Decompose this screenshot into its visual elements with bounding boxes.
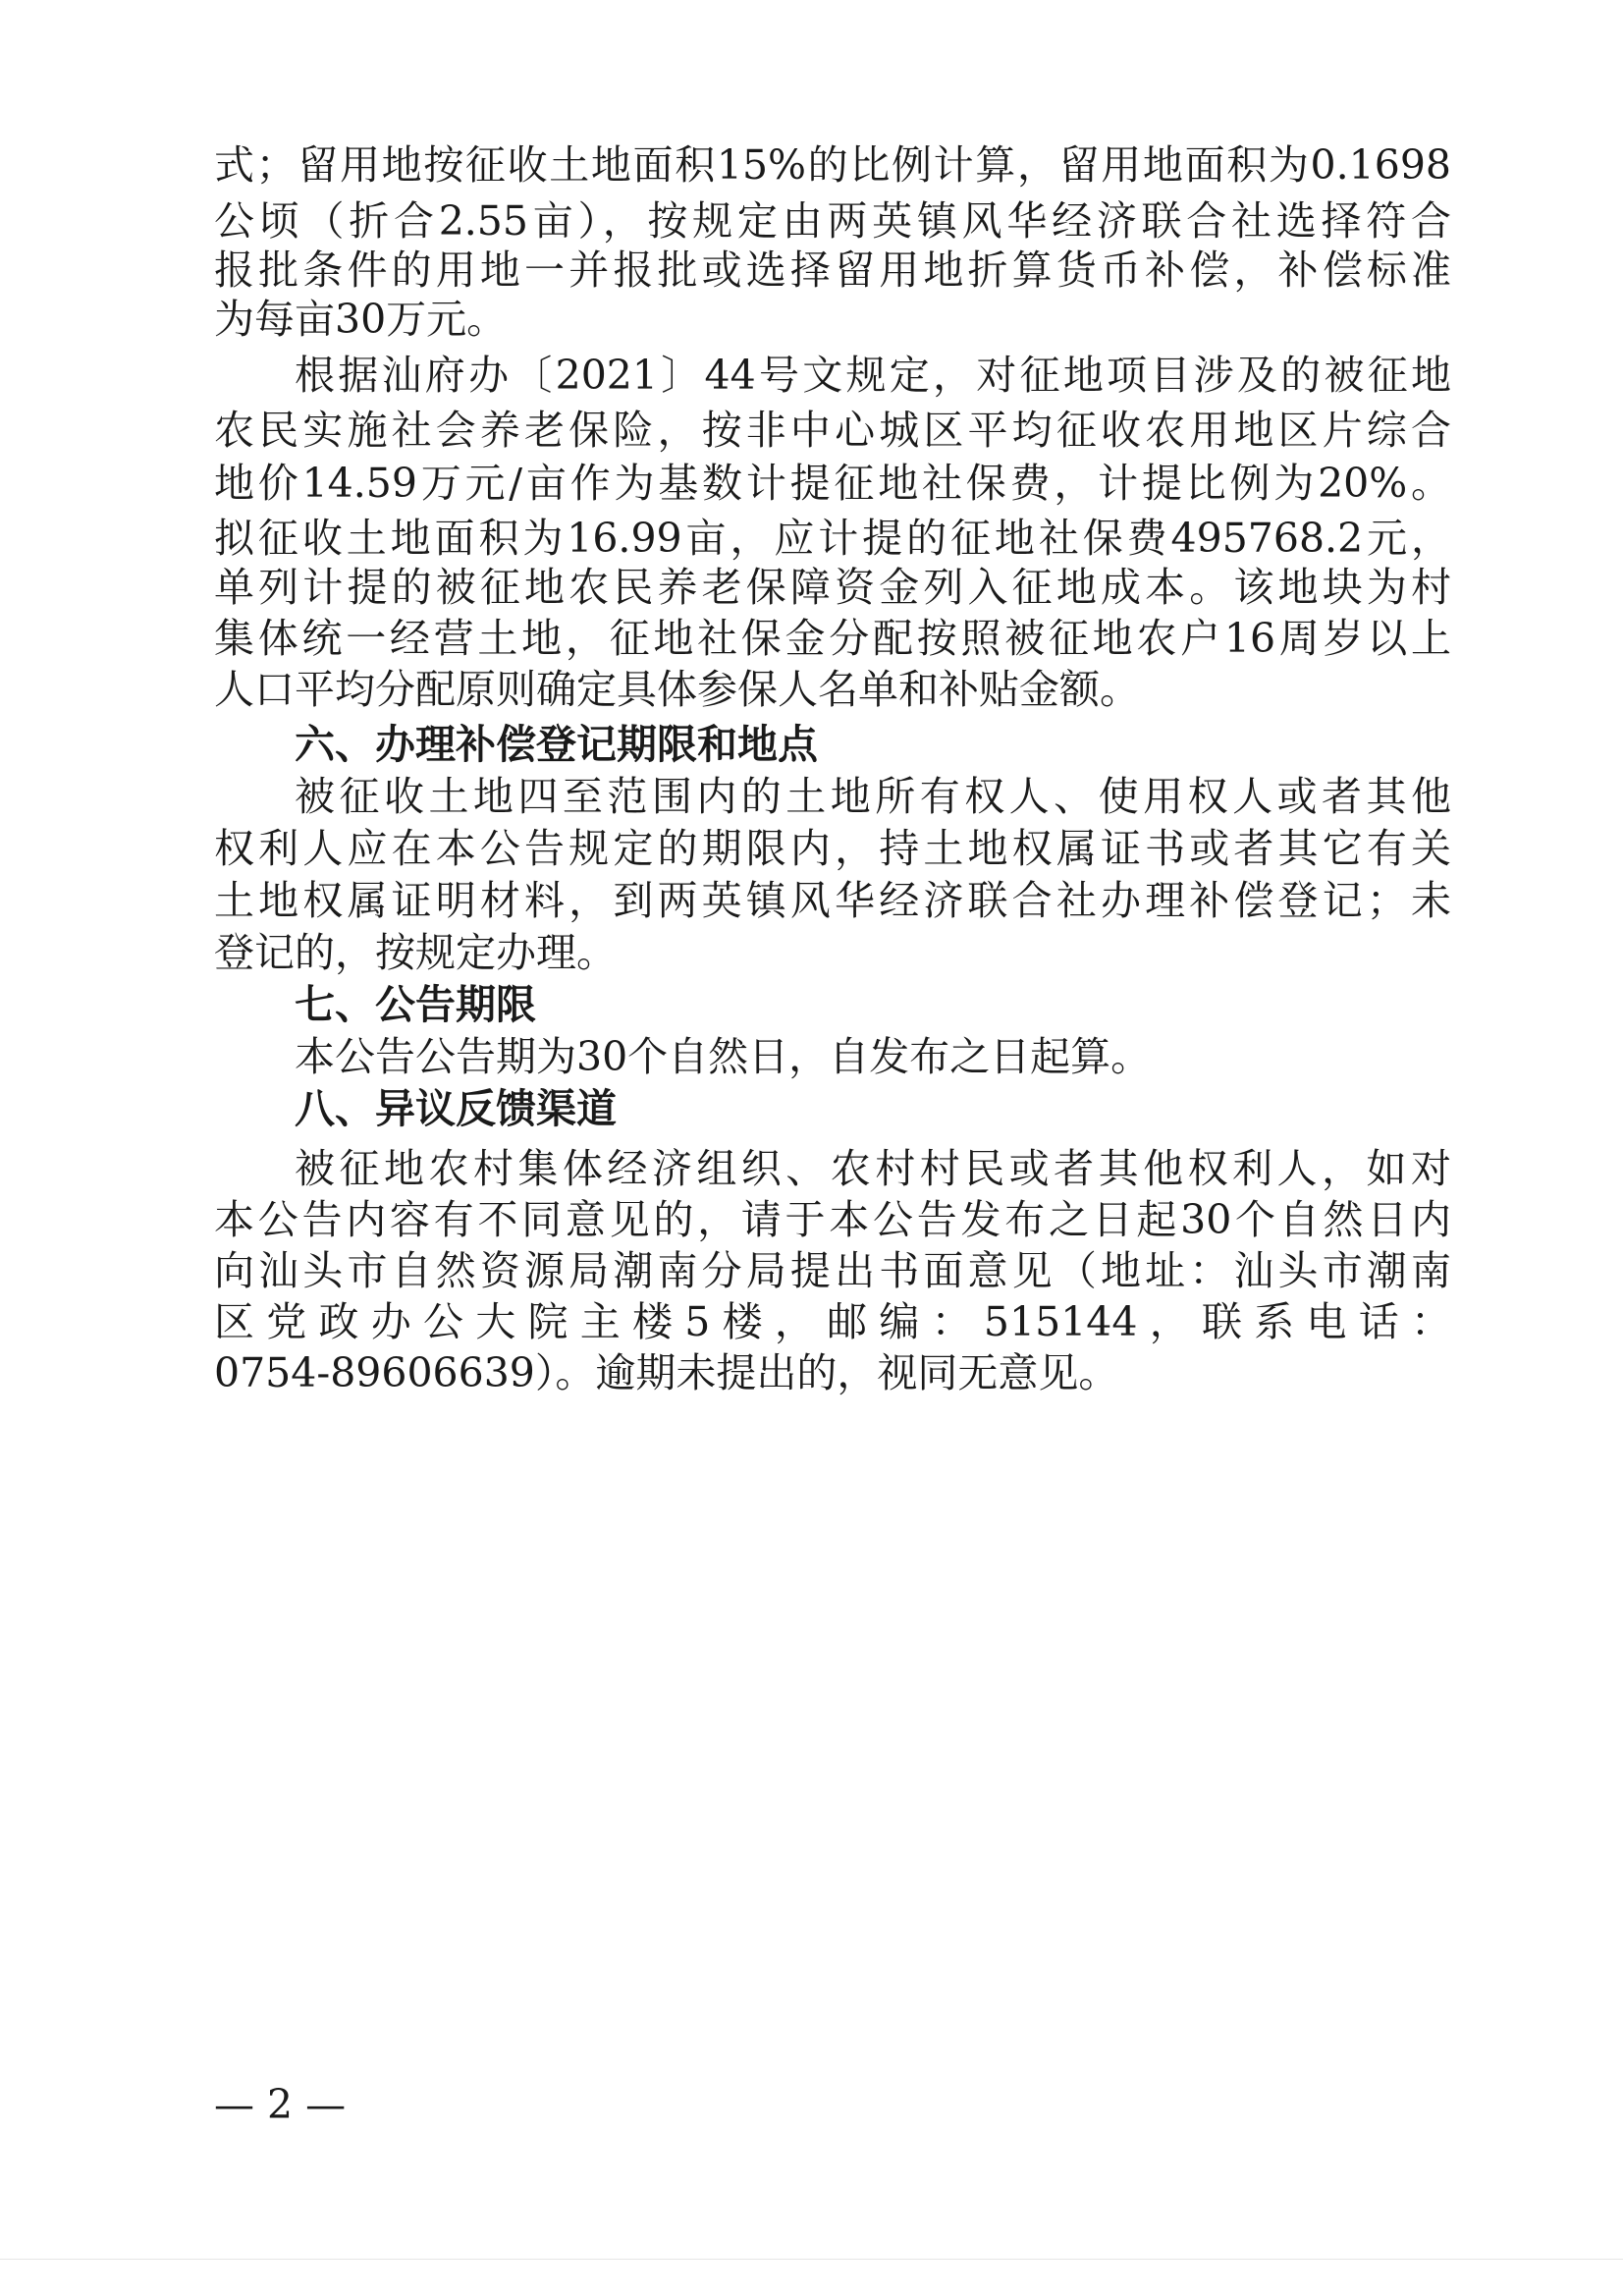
text-line: 人口平均分配原则确定具体参保人名单和补贴金额。 <box>214 666 1140 713</box>
scan-edge-divider <box>0 2259 1623 2260</box>
section-heading: 六、办理补偿登记期限和地点 <box>295 721 818 768</box>
text-line: 拟征收土地面积为16.99亩，应计提的征地社保费495768.2元， <box>214 515 1451 562</box>
page-number: — 2 — <box>214 2081 347 2128</box>
text-line: 被征收土地四至范围内的土地所有权人、使用权人或者其他 <box>295 773 1451 820</box>
text-line: 0754-89606639）。逾期未提出的，视同无意见。 <box>214 1349 1119 1396</box>
section-heading: 八、异议反馈渠道 <box>295 1085 617 1132</box>
text-line: 被征地农村集体经济组织、农村村民或者其他权利人，如对 <box>295 1145 1451 1192</box>
text-line: 权利人应在本公告规定的期限内，持土地权属证书或者其它有关 <box>214 825 1451 872</box>
text-line: 区党政办公大院主楼5楼，邮编：515144，联系电话： <box>214 1298 1451 1345</box>
text-line: 集体统一经营土地，征地社保金分配按照被征地农户16周岁以上 <box>214 615 1451 662</box>
section-heading: 七、公告期限 <box>295 981 536 1028</box>
text-line: 本公告公告期为30个自然日，自发布之日起算。 <box>295 1033 1152 1080</box>
text-line: 地价14.59万元/亩作为基数计提征地社保费，计提比例为20%。 <box>214 460 1451 507</box>
text-line: 土地权属证明材料，到两英镇风华经济联合社办理补偿登记；未 <box>214 877 1451 924</box>
text-line: 公顷（折合2.55亩），按规定由两英镇风华经济联合社选择符合 <box>214 197 1451 245</box>
text-line: 农民实施社会养老保险，按非中心城区平均征收农用地区片综合 <box>214 407 1451 454</box>
text-line: 式；留用地按征收土地面积15%的比例计算，留用地面积为0.1698 <box>214 141 1451 189</box>
text-line: 向汕头市自然资源局潮南分局提出书面意见（地址：汕头市潮南 <box>214 1247 1451 1294</box>
text-line: 单列计提的被征地农民养老保障资金列入征地成本。该地块为村 <box>214 564 1451 611</box>
text-line: 为每亩30万元。 <box>214 296 508 343</box>
text-line: 根据汕府办〔2021〕44号文规定，对征地项目涉及的被征地 <box>295 352 1451 399</box>
text-line: 报批条件的用地一并报批或选择留用地折算货币补偿，补偿标准 <box>214 246 1451 294</box>
text-line: 登记的，按规定办理。 <box>214 929 617 976</box>
text-line: 本公告内容有不同意见的，请于本公告发布之日起30个自然日内 <box>214 1196 1451 1243</box>
